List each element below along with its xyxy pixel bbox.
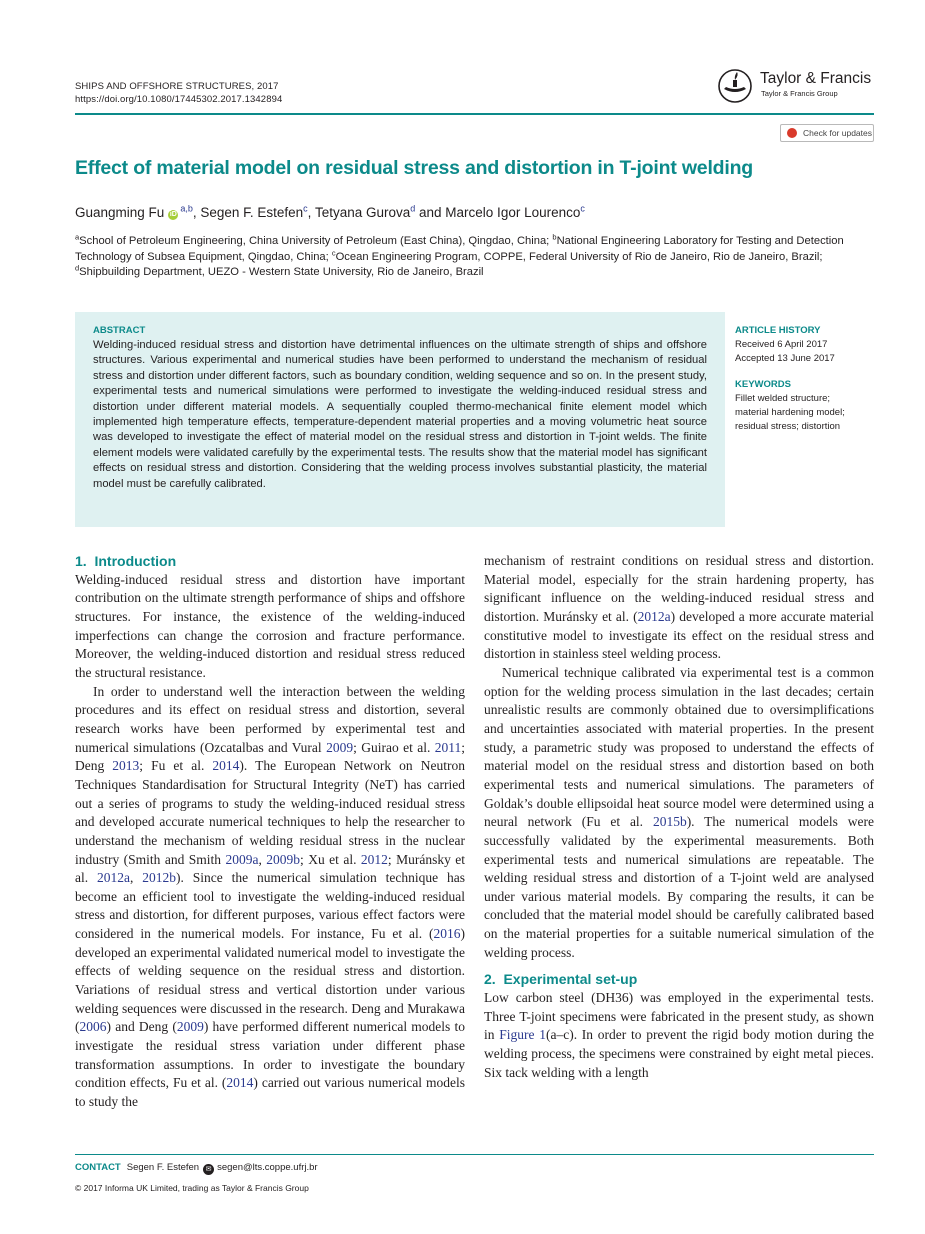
citation-link[interactable]: 2012b xyxy=(142,870,176,886)
contact-name: Segen F. Estefen xyxy=(126,1162,200,1173)
citation-link[interactable]: 2006 xyxy=(79,1019,107,1035)
affiliation-text: Shipbuilding Department, UEZO - Western State University, Rio de Janeiro, Brazil xyxy=(79,266,484,278)
header-rule xyxy=(75,113,874,115)
section-body xyxy=(484,989,874,1082)
affiliation-text: Ocean Engineering Program, COPPE, Federal University of Rio de Janeiro, Rio de Janeiro, Brazil; xyxy=(335,250,823,263)
affiliations xyxy=(75,234,875,281)
contact-heading: CONTACT xyxy=(75,1162,121,1173)
paragraph: In order to understand well the interaction between the welding procedures and its effect on residual stress and distortion, several research works have been performed by experimental test and numerical simulations (Ozcatalbas and Vural 2009; Guirao et al. 2011; Deng 2013; Fu et al. 2014). The European Network on Neutron Techniques Standardisation for Structural Integrity (NeT) has carried out a series of programs to study the welding-induced residual stress and developed accurate numerical techniques to help the researcher to understand the mechanism of welding residual stress in the nuclear industry (Smith and Smith 2009a, 2009b; Xu et al. 2012; Muránsky et al. 2012a, 2012b). Since the numerical simulation technique has become an efficient tool to investigate the welding-induced residual stress and distortion, for different purposes, various effect factors were considered in the numerical models. For instance, Fu et al. (2016) developed an experimental validated numerical model to investigate the effects of welding sequence on the residual stress and distortion. Variations of residual stress and vertical distortion under various welding sequences were discussed in the research. Deng and Murakawa (2006) and Deng (2009) have performed different numerical models to investigate the residual stress variation under different phase transformation assumptions. In order to investigate the boundary condition effects, Fu et al. (2014) carried out various numerical models to study the xyxy=(75,683,466,1110)
citation-link[interactable]: 2009a xyxy=(225,851,259,867)
section-number: 1. xyxy=(75,553,87,569)
citation-link[interactable]: 2009 xyxy=(326,739,354,755)
article-history xyxy=(735,324,875,366)
contact-email[interactable]: segen@lts.coppe.ufrj.br xyxy=(217,1162,318,1173)
publisher-group: Taylor & Francis Group xyxy=(761,89,838,98)
body-column-right xyxy=(484,552,874,1082)
check-updates-label: Check for updates xyxy=(803,128,872,138)
publisher-name: Taylor & Francis xyxy=(760,70,872,87)
paragraph: Numerical technique calibrated via experimental test is a common option for the welding process simulation in the last decades; certain unrealistic results are commonly obtained due to oversimplifications and uncertainties associated with material properties. In the present study, a parametric study was proposed to understand the effects of material model on the residual stress and distortion based on both experimental tests and numerical simulations. The parameters of Goldak’s double ellipsoidal heat source model were determined using a neural network (Fu et al. 2015b). The numerical models were successfully validated by the experimental measurements. Both experimental tests and numerical simulations are repeatable. The welding residual stress and distortion of a T-joint weld are analysed under various material models. By comparing the results, it can be concluded that the material model should be carefully calibrated based on the material properties for a suitable numerical simulation of the welding process. xyxy=(484,664,874,960)
citation-link[interactable]: 2012a xyxy=(97,870,130,886)
footer-rule xyxy=(75,1154,874,1155)
check-updates-button[interactable] xyxy=(780,124,874,142)
affiliation-marker: a xyxy=(75,232,80,242)
doi-link[interactable]: https://doi.org/10.1080/17445302.2017.1342894 xyxy=(75,94,283,105)
paragraph: Welding-induced residual stress and distortion have important contribution on the ultimate strength performance of ships and offshore structures. For instance, the existence of the welding-induced imperfections can change the corrosion and fracture performance. Moreover, the welding-induced distortion and residual stress reduced the structural resistance. xyxy=(75,571,465,680)
citation-link[interactable]: 2011 xyxy=(434,739,462,755)
keyword-item: Fillet welded structure; xyxy=(735,393,831,404)
citation-link[interactable]: 2013 xyxy=(112,758,140,774)
contact-line xyxy=(75,1162,318,1175)
article-history-heading: ARTICLE HISTORY xyxy=(735,325,821,336)
author-affiliation-marker[interactable]: a,b xyxy=(180,203,193,214)
keywords xyxy=(735,378,875,434)
citation-link[interactable]: 2012a xyxy=(637,608,671,624)
section-heading xyxy=(484,970,874,989)
citation-link[interactable]: 2009 xyxy=(176,1019,204,1035)
abstract-heading: ABSTRACT xyxy=(93,325,146,336)
section-number: 2. xyxy=(484,971,496,988)
author-name: Marcelo Igor Lourenco xyxy=(445,205,581,220)
abstract-box xyxy=(75,312,725,527)
citation-link[interactable]: 2009b xyxy=(266,851,301,867)
author-name: Segen F. Estefen xyxy=(200,205,304,220)
section-title: Introduction xyxy=(94,553,177,569)
bookmark-icon xyxy=(787,128,797,138)
section-body xyxy=(75,571,465,1112)
affiliation-marker: c xyxy=(331,247,336,257)
section-body xyxy=(484,552,874,962)
citation-link[interactable]: 2016 xyxy=(433,926,461,942)
author-affiliation-marker[interactable]: d xyxy=(410,203,416,214)
keyword-item: material hardening model; xyxy=(735,407,845,418)
keyword-item: residual stress; distortion xyxy=(735,421,841,432)
received-date: Received 6 April 2017 xyxy=(735,339,828,350)
citation-link[interactable]: 2015b xyxy=(652,814,687,830)
paragraph: Low carbon steel (DH36) was employed in the experimental tests. Three T-joint specimens were fabricated in the present study, as shown in Figure 1(a–c). In order to prevent the rigid body motion during the welding process, the specimens were constrained by eight metal pieces. Six tack welding with a length xyxy=(484,990,874,1080)
author-affiliation-marker[interactable]: c xyxy=(580,203,585,214)
author-name: Guangming Fu xyxy=(75,205,165,220)
citation-link[interactable]: 2012 xyxy=(360,851,388,867)
abstract-text: Welding-induced residual stress and distortion have detrimental influences on the ultimate strength of ships and offshore structures. Various experimental and numerical studies have been performed to understand the mechanism of residual stress and distortion under different factors, such as boundary condition, welding sequence and so on. In the present study, experimental tests and numerical simulations were performed to investigate the welding-induced residual stress and distortion under different material models. A sequentially coupled thermo-mechanical finite element model which implemented high temperature effects, temperature-dependent material properties and a moving volumetric heat source was developed to investigate the effect of material model on the residual stress and distortion in T-joint welds. The finite element models were validated carefully by the experimental tests. The results show that the material model has significant effects on residual stress and distortion. Considering that the welding process involves substantial plasticity, the material model must be carefully calibrated. xyxy=(93,339,707,490)
body-column-left xyxy=(75,552,465,1112)
affiliation-marker: b xyxy=(552,232,557,242)
affiliation-text: School of Petroleum Engineering, China University of Petroleum (East China), Qingdao, China; xyxy=(79,235,553,247)
accepted-date: Accepted 13 June 2017 xyxy=(735,353,835,364)
email-icon: ✉ xyxy=(203,1164,214,1175)
journal-header xyxy=(75,80,282,106)
paragraph: mechanism of restraint conditions on residual stress and distortion. Material model, especially for the strain hardening property, has significant influence on the welding-induced residual stress and distortion. Muránsky et al. (2012a) developed a more accurate material constitutive model to investigate its effect on the residual stress and distortion in stainless steel welding process. xyxy=(484,553,874,662)
orcid-icon[interactable]: iD xyxy=(169,211,177,218)
section-heading xyxy=(75,552,465,571)
article-title: Effect of material model on residual stress and distortion in T-joint welding xyxy=(75,157,754,179)
keywords-heading: KEYWORDS xyxy=(735,379,791,390)
author-affiliation-marker[interactable]: c xyxy=(303,203,308,214)
citation-link[interactable]: 2014 xyxy=(212,758,240,774)
copyright: © 2017 Informa UK Limited, trading as Taylor & Francis Group xyxy=(75,1183,309,1193)
section-title: Experimental set-up xyxy=(503,971,638,988)
journal-name: SHIPS AND OFFSHORE STRUCTURES, 2017 xyxy=(75,81,279,92)
author-list: Guangming Fu iD$^{a,b}$, Segen F. Estefen$^c$, Tetyana Gurova$^d$ and Marcelo Igor Lourenco$^c$ xyxy=(75,203,585,220)
citation-link[interactable]: Figure 1 xyxy=(499,1027,546,1043)
publisher-logo xyxy=(716,68,876,104)
lamp-icon xyxy=(716,68,754,104)
author-name: Tetyana Gurova xyxy=(314,205,411,220)
citation-link[interactable]: 2014 xyxy=(226,1075,254,1091)
affiliation-marker: d xyxy=(75,263,80,273)
affiliation-text: National Engineering Laboratory for Testing and Detection Technology of Subsea Equipment, Qingdao, China; xyxy=(75,235,844,263)
